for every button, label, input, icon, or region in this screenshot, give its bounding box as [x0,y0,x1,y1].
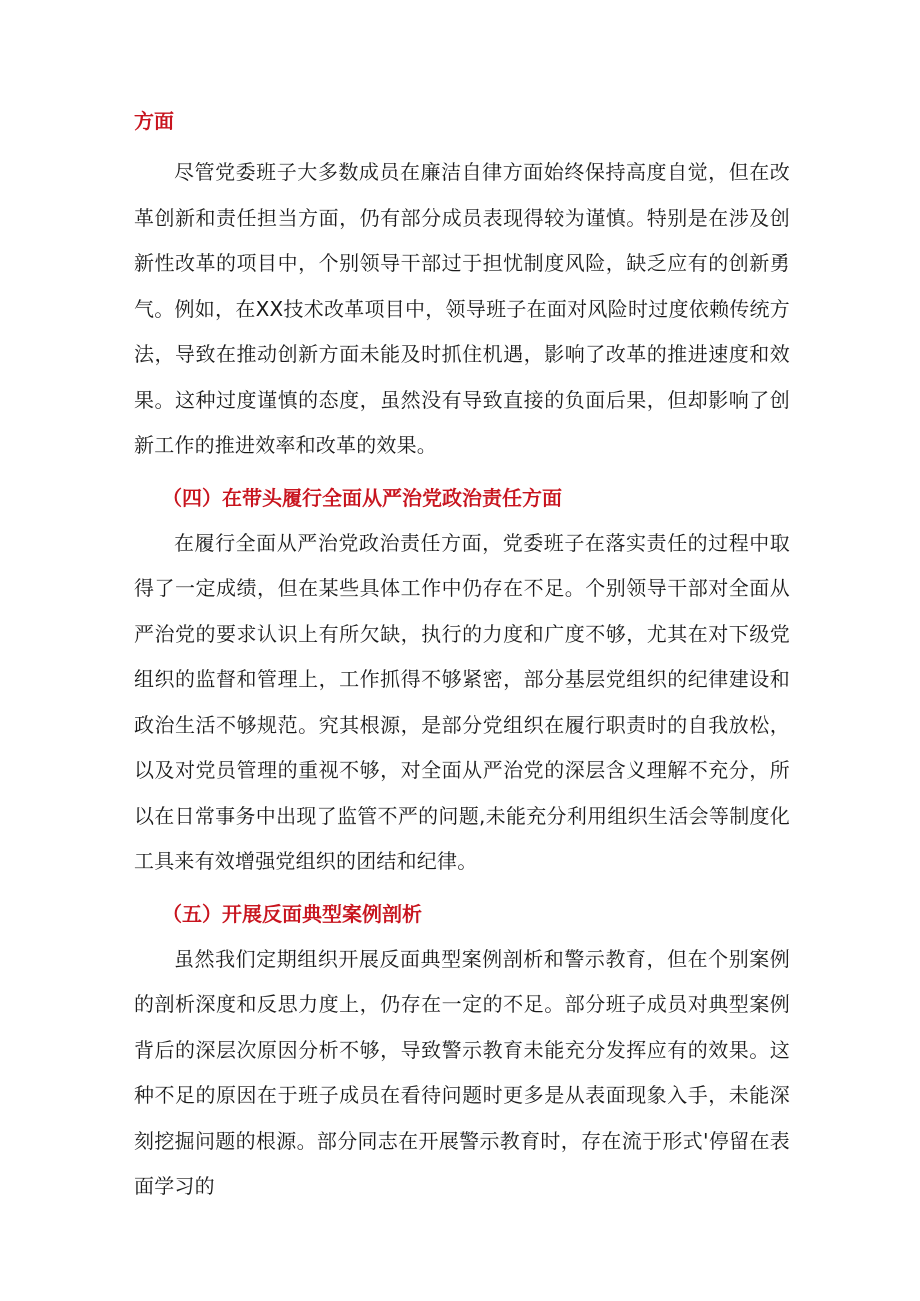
paragraph-reform-innovation: 尽管党委班子大多数成员在廉洁自律方面始终保持高度自觉，但在改革创新和责任担当方面，仍有部分成员表现得较为谨慎。特别是在涉及创新性改革的项目中，个别领导干部过于担忧制度风险，缺乏应有的创新勇气。例如，在XX技术改革项目中，领导班子在面对风险时过度依赖传统方法，导致在推动创新方面未能及时抓住机遇，影响了改革的推进速度和效果。这种过度谨慎的态度，虽然没有导致直接的负面后果，但却影响了创新工作的推进效率和改革的效果。 [134,160,790,457]
paragraph-party-responsibility: 在履行全面从严治党政治责任方面，党委班子在落实责任的过程中取得了一定成绩，但在某些具体工作中仍存在不足。个别领导干部对全面从严治党的要求认识上有所欠缺，执行的力度和广度不够，尤其在对下级党组织的监督和管理上，工作抓得不够紧密，部分基层党组织的纪律建设和政治生活不够规范。究其根源，是部分党组织在履行职责时的自我放松，以及对党员管理的重视不够，对全面从严治党的深层含义理解不充分，所以在日常事务中出现了监管不严的问题,未能充分利用组织生活会等制度化工具来有效增强党组织的团结和纪律。 [134,530,790,873]
paragraph-case-analysis: 虽然我们定期组织开展反面典型案例剖析和警示教育，但在个别案例的剖析深度和反思力度上，仍存在一定的不足。部分班子成员对典型案例背后的深层次原因分析不够，导致警示教育未能充分发挥应有的效果。这种不足的原因在于班子成员在看待问题时更多是从表面现象入手，未能深刻挖掘问题的根源。部分同志在开展警示教育时，存在流于形式'停留在表面学习的 [134,946,790,1198]
section-heading-4: （四）在带头履行全面从严治党政治责任方面 [162,485,562,510]
section-heading-continued: 方面 [134,109,174,133]
section-heading-5: （五）开展反面典型案例剖析 [162,901,422,926]
